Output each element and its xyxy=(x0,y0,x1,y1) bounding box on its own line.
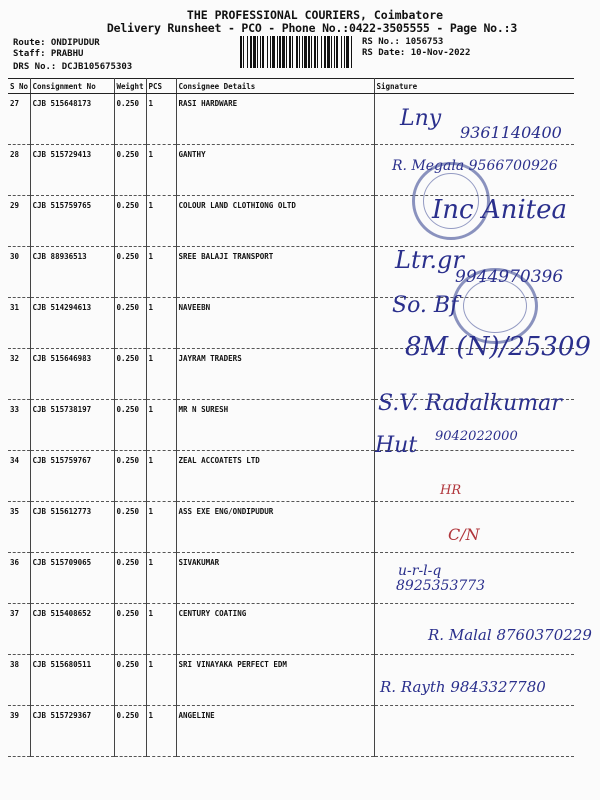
cell-pcs: 1 xyxy=(146,247,176,298)
cell-signature xyxy=(374,706,574,757)
barcode-bar xyxy=(311,36,312,68)
barcode-bar xyxy=(286,36,287,68)
cell-weight: 0.250 xyxy=(114,706,146,757)
cell-consignment: CJB 515729413 xyxy=(30,145,114,196)
cell-weight: 0.250 xyxy=(114,655,146,706)
cell-consignee: GANTHY xyxy=(176,145,374,196)
cell-consignee: ASS EXE ENG/ONDIPUDUR xyxy=(176,502,374,553)
cell-pcs: 1 xyxy=(146,502,176,553)
runsheet-title: Delivery Runsheet - PCO - Phone No.:0422-3505555 - Page No.:3 xyxy=(106,21,518,35)
cell-sno: 34 xyxy=(8,451,30,502)
table-row xyxy=(8,502,574,553)
cell-weight: 0.250 xyxy=(114,196,146,247)
cell-sno: 31 xyxy=(8,298,30,349)
drs-number: DRS No.: DCJB105675303 xyxy=(13,62,133,72)
cell-signature xyxy=(374,451,574,502)
barcode-bar xyxy=(299,36,300,68)
signature-text: So. Bf xyxy=(392,293,459,318)
table-row xyxy=(8,400,574,451)
cell-signature xyxy=(374,502,574,553)
cell-consignment: CJB 515729367 xyxy=(30,706,114,757)
cell-consignment: CJB 88936513 xyxy=(30,247,114,298)
route-label: Route: ONDIPUDUR xyxy=(13,38,100,48)
company-stamp xyxy=(412,162,490,240)
signature-text: Hut xyxy=(375,433,418,458)
signature-text: 9042022000 xyxy=(435,429,518,444)
signature-text: Inc Anitea xyxy=(432,195,568,225)
barcode-bar xyxy=(331,36,332,68)
cell-signature xyxy=(374,553,574,604)
barcode-bar xyxy=(296,36,298,68)
barcode-bar xyxy=(279,36,281,68)
barcode-bar xyxy=(289,36,291,68)
table-row xyxy=(8,706,574,757)
signature-text: 8925353773 xyxy=(396,578,486,594)
barcode-bar xyxy=(317,36,318,68)
barcode-bar xyxy=(243,36,244,68)
barcode-bar xyxy=(260,36,261,68)
barcode-bar xyxy=(240,36,242,68)
cell-consignment: CJB 515738197 xyxy=(30,400,114,451)
barcode-bar xyxy=(253,36,256,68)
barcode-bar xyxy=(327,36,330,68)
table-row xyxy=(8,94,574,145)
cell-sno: 37 xyxy=(8,604,30,655)
barcode-bar xyxy=(344,36,345,68)
table-header-row xyxy=(8,79,574,94)
barcode-bar xyxy=(324,36,326,68)
signature-text: R. Megala 9566700926 xyxy=(392,158,558,174)
cell-consignment: CJB 515612773 xyxy=(30,502,114,553)
barcode-bar xyxy=(321,36,322,68)
col-consignment: Consignment No xyxy=(30,79,114,94)
signature-text: u-r-l-q xyxy=(398,563,442,579)
runsheet-table xyxy=(8,78,574,757)
col-sno: S No xyxy=(8,79,30,94)
cell-pcs: 1 xyxy=(146,196,176,247)
signature-text: 9361140400 xyxy=(460,123,562,142)
rs-number: RS No.: 1056753 xyxy=(362,37,444,47)
barcode-bar xyxy=(272,36,275,68)
cell-pcs: 1 xyxy=(146,349,176,400)
cell-consignee: RASI HARDWARE xyxy=(176,94,374,145)
cell-sno: 36 xyxy=(8,553,30,604)
cell-consignee: MR N SURESH xyxy=(176,400,374,451)
cell-consignment: CJB 515680511 xyxy=(30,655,114,706)
signature-text: R. Malal 8760370229 xyxy=(428,626,592,644)
table-row xyxy=(8,553,574,604)
barcode-bar xyxy=(341,36,342,68)
cell-pcs: 1 xyxy=(146,553,176,604)
col-weight: Weight xyxy=(114,79,146,94)
cell-pcs: 1 xyxy=(146,604,176,655)
cell-pcs: 1 xyxy=(146,94,176,145)
signature-text: 9944970396 xyxy=(455,267,564,287)
cell-sno: 35 xyxy=(8,502,30,553)
cell-weight: 0.250 xyxy=(114,400,146,451)
cell-sno: 33 xyxy=(8,400,30,451)
cell-consignment: CJB 515709065 xyxy=(30,553,114,604)
cell-consignee: SRI VINAYAKA PERFECT EDM xyxy=(176,655,374,706)
cell-sno: 38 xyxy=(8,655,30,706)
cell-sno: 28 xyxy=(8,145,30,196)
table-row xyxy=(8,451,574,502)
table-row xyxy=(8,655,574,706)
table-row xyxy=(8,145,574,196)
cell-pcs: 1 xyxy=(146,706,176,757)
cell-signature xyxy=(374,94,574,145)
cell-weight: 0.250 xyxy=(114,349,146,400)
barcode-bar xyxy=(270,36,271,68)
barcode-bar xyxy=(277,36,278,68)
barcode-bar xyxy=(346,36,349,68)
cell-weight: 0.250 xyxy=(114,94,146,145)
barcode-bar xyxy=(304,36,307,68)
cell-weight: 0.250 xyxy=(114,604,146,655)
cell-weight: 0.250 xyxy=(114,553,146,604)
cell-sno: 29 xyxy=(8,196,30,247)
company-stamp xyxy=(452,268,538,344)
signature-text: R. Rayth 9843327780 xyxy=(380,678,546,696)
cell-signature xyxy=(374,349,574,400)
signature-text: Ltr.gr xyxy=(395,246,464,274)
barcode-bar xyxy=(267,36,268,68)
col-consignee: Consignee Details xyxy=(176,79,374,94)
barcode-bar xyxy=(302,36,303,68)
barcode-bar xyxy=(282,36,285,68)
cell-consignment: CJB 515759765 xyxy=(30,196,114,247)
rs-date: RS Date: 10-Nov-2022 xyxy=(362,48,471,58)
cell-consignment: CJB 515759767 xyxy=(30,451,114,502)
cell-consignee: COLOUR LAND CLOTHIONG OLTD xyxy=(176,196,374,247)
barcode-bar xyxy=(292,36,293,68)
cell-pcs: 1 xyxy=(146,145,176,196)
cell-signature xyxy=(374,400,574,451)
cell-weight: 0.250 xyxy=(114,298,146,349)
signature-text: S.V. Radalkumar xyxy=(378,391,562,416)
barcode xyxy=(240,36,352,68)
cell-consignment: CJB 515408652 xyxy=(30,604,114,655)
cell-pcs: 1 xyxy=(146,451,176,502)
barcode-bar xyxy=(351,36,352,68)
table-row xyxy=(8,604,574,655)
cell-weight: 0.250 xyxy=(114,502,146,553)
cell-weight: 0.250 xyxy=(114,145,146,196)
cell-signature xyxy=(374,655,574,706)
cell-consignee: JAYRAM TRADERS xyxy=(176,349,374,400)
barcode-bar xyxy=(336,36,338,68)
barcode-bar xyxy=(257,36,258,68)
cell-pcs: 1 xyxy=(146,655,176,706)
cell-sno: 32 xyxy=(8,349,30,400)
col-signature: Signature xyxy=(374,79,574,94)
cell-pcs: 1 xyxy=(146,298,176,349)
cell-consignment: CJB 515648173 xyxy=(30,94,114,145)
cell-sno: 30 xyxy=(8,247,30,298)
signature-text: 8M (N)/25309 xyxy=(405,332,591,362)
barcode-bar xyxy=(334,36,335,68)
barcode-bar xyxy=(314,36,316,68)
staff-label: Staff: PRABHU xyxy=(13,49,84,59)
cell-pcs: 1 xyxy=(146,400,176,451)
cell-consignee: NAVEEBN xyxy=(176,298,374,349)
cell-consignment: CJB 514294613 xyxy=(30,298,114,349)
cell-sno: 39 xyxy=(8,706,30,757)
table-row xyxy=(8,349,574,400)
cell-signature xyxy=(374,604,574,655)
col-pcs: PCS xyxy=(146,79,176,94)
cell-consignee: ANGELINE xyxy=(176,706,374,757)
cell-sno: 27 xyxy=(8,94,30,145)
signature-text: C/N xyxy=(448,525,480,544)
barcode-bar xyxy=(247,36,248,68)
cell-consignee: CENTURY COATING xyxy=(176,604,374,655)
cell-consignee: ZEAL ACCOATETS LTD xyxy=(176,451,374,502)
company-title: THE PROFESSIONAL COURIERS, Coimbatore xyxy=(186,8,444,22)
cell-consignee: SIVAKUMAR xyxy=(176,553,374,604)
cell-weight: 0.250 xyxy=(114,247,146,298)
barcode-bar xyxy=(308,36,310,68)
cell-consignment: CJB 515646983 xyxy=(30,349,114,400)
signature-text: Lny xyxy=(400,106,442,131)
cell-consignee: SREE BALAJI TRANSPORT xyxy=(176,247,374,298)
barcode-bar xyxy=(250,36,252,68)
cell-weight: 0.250 xyxy=(114,451,146,502)
barcode-bar xyxy=(262,36,264,68)
signature-text: HR xyxy=(440,483,462,498)
